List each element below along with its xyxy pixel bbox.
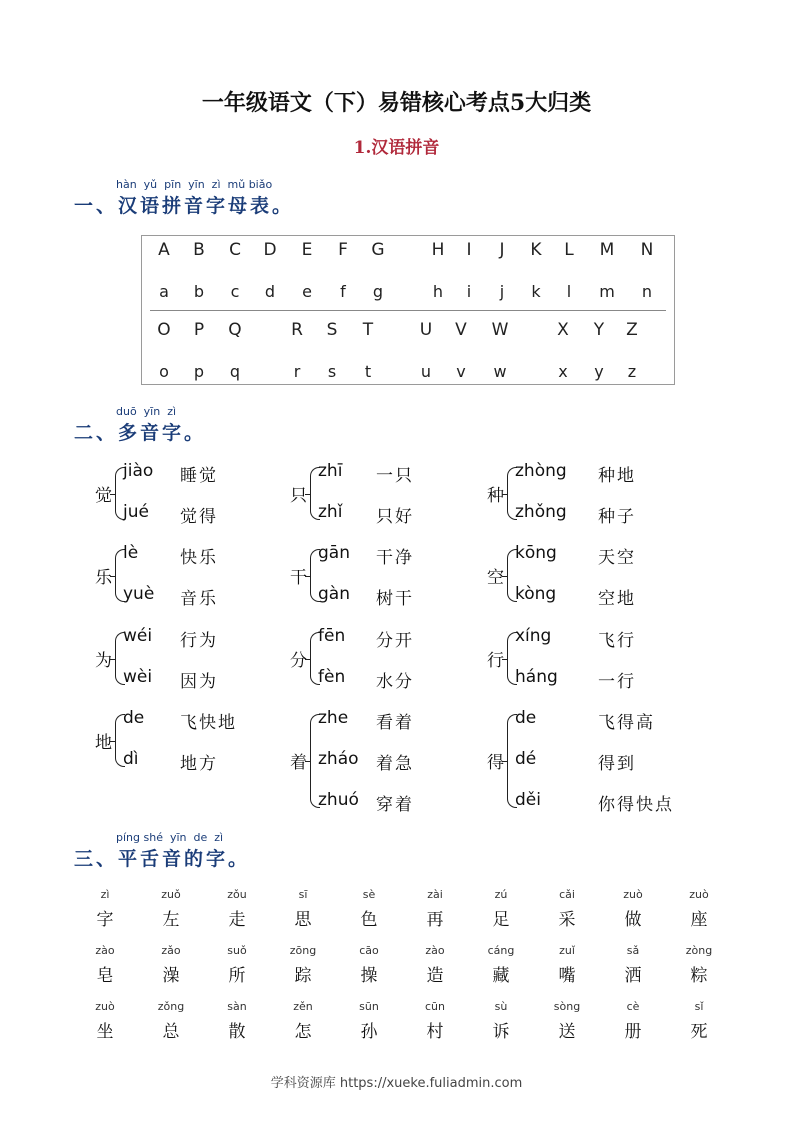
alphabet-letter: C [229,240,241,260]
cell-character: 走 [228,910,246,930]
cell-pinyin: suǒ [227,944,247,957]
alphabet-letter: W [491,320,509,340]
cell-pinyin: zuò [689,888,709,901]
alphabet-letter: a [159,282,169,301]
alphabet-letter: D [263,240,277,260]
heading-text: 一、汉语拼音字母表。 [74,195,295,217]
polyphone-word: 睡觉 [180,466,218,486]
cell-pinyin: zú [494,888,508,901]
cell-character: 粽 [690,966,708,986]
cell-character: 送 [558,1022,576,1042]
polyphone-word: 种地 [598,466,636,486]
polyphone-pinyin: kōng [515,543,557,563]
alphabet-letter: b [193,282,205,301]
alphabet-letter: j [499,282,505,301]
cell-pinyin: sǐ [694,1000,704,1013]
polyphone-word: 干净 [376,548,414,568]
polyphone-word: 飞快地 [180,713,237,733]
alphabet-letter: V [455,320,467,340]
polyphone-word: 看着 [376,713,414,733]
polyphone-char: 只 [290,485,307,506]
alphabet-letter: R [291,320,303,340]
alphabet-letter: F [338,240,348,260]
polyphone-char: 种 [487,485,504,506]
flat-tongue-cell [674,1000,724,1042]
cell-pinyin: zuò [623,888,643,901]
polyphone-word: 只好 [376,507,414,527]
polyphone-pinyin: děi [515,790,541,810]
flat-tongue-cell [278,888,328,930]
polyphone-word: 一只 [376,466,414,486]
polyphone-group [487,461,747,527]
alphabet-letter: e [302,282,312,301]
flat-tongue-cell [674,888,724,930]
polyphone-word: 快乐 [180,548,218,568]
cell-character: 册 [624,1022,642,1042]
polyphone-char: 得 [487,753,504,773]
polyphone-word: 觉得 [180,507,218,527]
cell-character: 思 [294,910,312,930]
flat-tongue-cell [212,1000,262,1042]
polyphone-pinyin: wèi [123,667,153,687]
cell-pinyin: zuǒ [161,888,181,901]
cell-character: 藏 [492,966,510,986]
alphabet-letter: v [456,362,466,381]
alphabet-letter: c [230,282,240,301]
alphabet-letter: X [557,320,569,340]
cell-pinyin: sūn [359,1000,379,1013]
polyphone-char: 为 [95,650,112,671]
page-title: 一年级语文（下）易错核心考点5大归类 [201,90,592,116]
polyphone-char: 空 [487,567,504,588]
flat-tongue-cell [146,888,196,930]
cell-character: 座 [690,910,708,930]
polyphone-pinyin: lè [123,543,139,563]
flat-tongue-cell [278,1000,328,1042]
alphabet-letter: O [157,320,171,340]
cell-pinyin: sè [362,888,376,901]
polyphone-pinyin: jué [123,502,149,522]
alphabet-letter: o [159,362,169,381]
alphabet-letter: i [466,282,472,301]
polyphone-word: 飞行 [598,631,636,651]
alphabet-letter: k [531,282,541,301]
flat-tongue-cell [146,944,196,986]
alphabet-letter: f [340,282,346,301]
alphabet-letter: h [432,282,444,301]
cell-character: 孙 [360,1022,378,1042]
alphabet-letter: Y [593,320,605,340]
alphabet-letter: K [530,240,542,260]
cell-character: 坐 [96,1022,114,1042]
alphabet-letter: U [419,320,433,340]
polyphone-word: 树干 [376,589,414,609]
cell-character: 嘴 [558,966,576,986]
polyphone-pinyin: de [123,708,145,728]
cell-character: 足 [492,910,510,930]
cell-character: 踪 [294,966,312,986]
polyphone-pinyin: de [515,708,537,728]
cell-pinyin: cāo [359,944,379,957]
cell-pinyin: zōng [289,944,317,957]
alphabet-letter: J [499,240,505,260]
flat-tongue-cell [410,888,460,930]
cell-pinyin: zuǐ [559,944,575,957]
polyphone-word: 飞得高 [598,713,655,733]
flat-tongue-cell [608,888,658,930]
alphabet-letter: r [293,362,301,381]
cell-character: 左 [162,910,180,930]
polyphone-pinyin: dì [123,749,139,769]
flat-tongue-cell [476,888,526,930]
polyphone-char: 觉 [95,485,112,506]
flat-tongue-cell [476,944,526,986]
alphabet-letter: M [599,240,615,260]
polyphone-pinyin: zháo [318,749,359,769]
alphabet-letter: n [641,282,653,301]
alphabet-letter: w [493,362,507,381]
polyphone-char: 行 [487,650,504,671]
cell-pinyin: zì [100,888,110,901]
alphabet-letter: s [327,362,337,381]
polyphone-word: 得到 [598,754,636,774]
polyphone-pinyin: zhòng [515,461,567,481]
cell-character: 死 [690,1022,708,1042]
alphabet-letter: S [326,320,338,340]
polyphone-pinyin: kòng [515,584,557,604]
heading-pinyin: píng shé yīn de zì [116,831,224,844]
polyphone-group [487,708,747,815]
cell-character: 村 [426,1022,444,1042]
cell-pinyin: sǎ [626,944,640,957]
cell-pinyin: zǒu [227,888,247,901]
cell-character: 散 [228,1022,246,1042]
flat-tongue-cell [410,1000,460,1042]
polyphone-word: 你得快点 [598,795,674,815]
alphabet-table [141,235,675,385]
heading-pinyin: hàn yǔ pīn yīn zì mǔ biǎo [116,178,273,191]
alphabet-letter: Z [626,320,638,340]
flat-tongue-cell [212,888,262,930]
polyphone-pinyin: fèn [318,667,346,687]
polyphone-word: 一行 [598,672,636,692]
alphabet-letter: L [564,240,574,260]
cell-pinyin: sàn [227,1000,247,1013]
alphabet-divider [150,310,666,311]
cell-character: 造 [426,966,444,986]
cell-character: 做 [624,910,642,930]
polyphone-pinyin: fēn [318,626,346,646]
cell-pinyin: sòng [553,1000,581,1013]
flat-tongue-cell [476,1000,526,1042]
flat-tongue-cell [542,944,592,986]
cell-character: 字 [96,910,114,930]
alphabet-letter: H [431,240,445,260]
alphabet-letter: d [264,282,276,301]
polyphone-pinyin: zhe [318,708,349,728]
polyphone-char: 乐 [95,567,112,588]
flat-tongue-cell [80,888,130,930]
alphabet-letter: I [466,240,472,260]
cell-pinyin: cáng [487,944,515,957]
flat-tongue-cell [212,944,262,986]
polyphone-pinyin: gān [318,543,350,563]
flat-tongue-cell [608,1000,658,1042]
polyphone-pinyin: zhī [318,461,343,481]
polyphone-pinyin: jiào [123,461,154,481]
polyphone-char: 着 [290,753,307,773]
polyphone-word: 天空 [598,548,636,568]
cell-pinyin: cǎi [559,888,575,901]
cell-character: 皂 [96,966,114,986]
polyphone-pinyin: wéi [123,626,153,646]
cell-pinyin: zòng [685,944,713,957]
section-subtitle: 1.汉语拼音 [353,138,440,158]
cell-pinyin: zuò [95,1000,115,1013]
flat-tongue-cell [608,944,658,986]
alphabet-letter: B [193,240,205,260]
cell-character: 诉 [492,1022,510,1042]
flat-tongue-cell [542,1000,592,1042]
polyphone-word: 行为 [180,631,218,651]
polyphone-pinyin: zhǐ [318,502,343,522]
footer-watermark: 学科资源库 https://xueke.fuliadmin.com [270,1076,523,1091]
alphabet-letter: Q [228,320,242,340]
polyphone-word: 水分 [376,672,414,692]
alphabet-letter: q [229,362,241,381]
polyphone-pinyin: yuè [123,584,155,604]
polyphone-word: 穿着 [376,795,414,815]
polyphone-word: 因为 [180,672,218,692]
flat-tongue-cell [344,1000,394,1042]
alphabet-letter: g [372,282,384,301]
alphabet-letter: z [627,362,637,381]
alphabet-letter: N [640,240,654,260]
polyphone-char: 干 [290,567,307,588]
cell-character: 再 [426,910,444,930]
flat-tongue-cell [146,1000,196,1042]
alphabet-letter: p [193,362,205,381]
alphabet-letter: u [420,362,432,381]
cell-character: 所 [228,966,246,986]
flat-tongue-cell [344,944,394,986]
cell-pinyin: zǎo [161,944,181,957]
polyphone-char: 分 [290,650,307,671]
polyphone-word: 种子 [598,507,636,527]
polyphone-pinyin: háng [515,667,558,687]
alphabet-letter: y [594,362,604,381]
alphabet-letter: m [599,282,615,301]
polyphone-group [487,543,747,609]
cell-character: 操 [360,966,378,986]
polyphone-pinyin: dé [515,749,537,769]
cell-pinyin: zào [425,944,445,957]
cell-pinyin: sù [494,1000,508,1013]
alphabet-letter: T [362,320,374,340]
heading-text: 二、多音字。 [74,422,207,444]
flat-tongue-cell [410,944,460,986]
cell-character: 怎 [294,1022,312,1042]
cell-pinyin: cūn [425,1000,445,1013]
alphabet-letter: x [558,362,568,381]
alphabet-letter: G [371,240,385,260]
cell-pinyin: zěn [293,1000,313,1013]
cell-character: 采 [558,910,576,930]
polyphone-pinyin: zhuó [318,790,359,810]
cell-character: 色 [360,910,378,930]
polyphone-pinyin: gàn [318,584,350,604]
flat-tongue-cell [542,888,592,930]
alphabet-letter: P [193,320,205,340]
cell-pinyin: sī [298,888,308,901]
heading-text: 三、平舌音的字。 [74,848,251,870]
alphabet-letter: A [158,240,170,260]
polyphone-word: 空地 [598,589,636,609]
polyphone-word: 分开 [376,631,414,651]
cell-character: 洒 [624,966,642,986]
cell-pinyin: zào [95,944,115,957]
cell-character: 澡 [162,966,180,986]
alphabet-letter: E [301,240,313,260]
polyphone-pinyin: zhǒng [515,502,567,522]
cell-pinyin: cè [626,1000,640,1013]
polyphone-word: 地方 [180,754,218,774]
flat-tongue-cell [80,1000,130,1042]
polyphone-group [487,626,747,692]
flat-tongue-cell [278,944,328,986]
polyphone-pinyin: xíng [515,626,552,646]
cell-character: 总 [162,1022,180,1042]
flat-tongue-cell [80,944,130,986]
cell-pinyin: zài [427,888,443,901]
alphabet-letter: t [364,362,372,381]
flat-tongue-cell [674,944,724,986]
heading-pinyin: duō yīn zì [116,405,177,418]
polyphone-char: 地 [95,732,112,753]
flat-tongue-cell [344,888,394,930]
polyphone-word: 着急 [376,754,414,774]
alphabet-letter: l [566,282,572,301]
cell-pinyin: zǒng [157,1000,185,1013]
polyphone-word: 音乐 [180,589,218,609]
